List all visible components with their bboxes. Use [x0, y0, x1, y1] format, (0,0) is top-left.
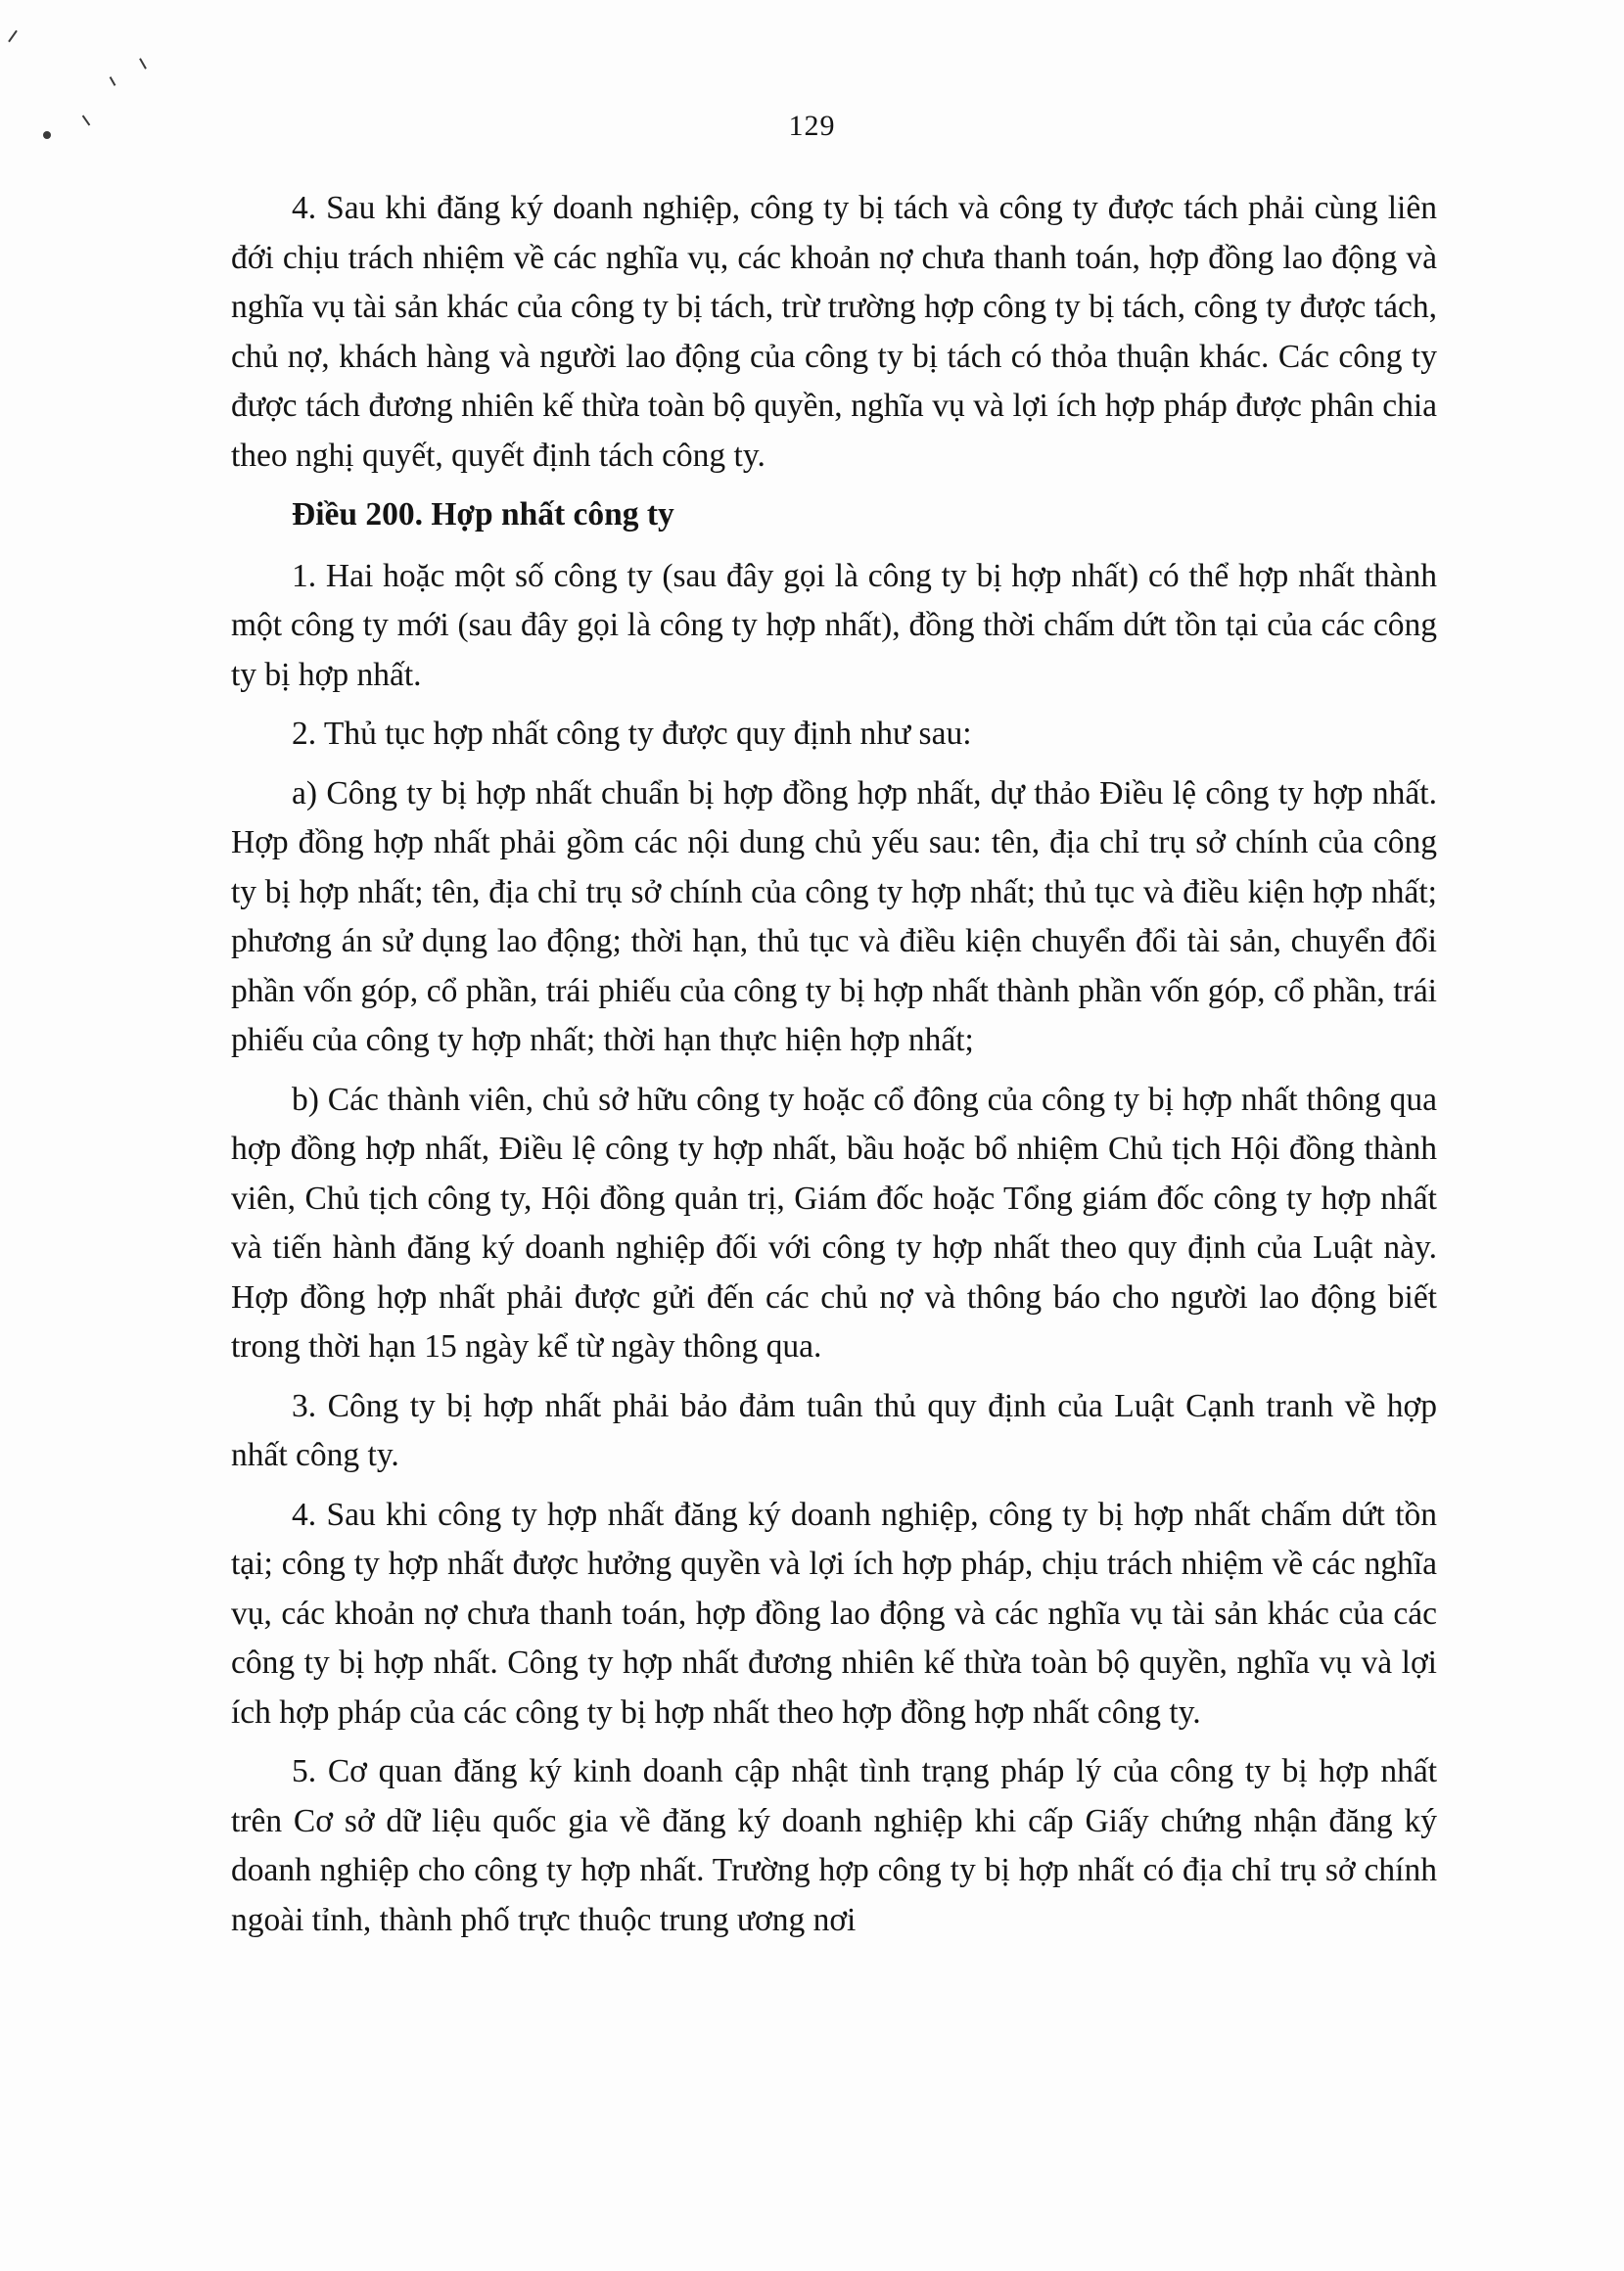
page-number: 129 — [788, 110, 836, 142]
scan-mark — [8, 30, 18, 43]
paragraph-point-b: b) Các thành viên, chủ sở hữu công ty hoặc cổ đông của công ty bị hợp nhất thông qua hợp đồng hợp nhất, Điều lệ công ty hợp nhất, bầu hoặc bổ nhiệm Chủ tịch Hội đồng thành viên, Chủ tịch công ty, Hội đồng quản trị, Giám đốc hoặc Tổng giám đốc công ty hợp nhất và tiến hành đăng ký doanh nghiệp đối với công ty hợp nhất theo quy định của Luật này. Hợp đồng hợp nhất phải được gửi đến các chủ nợ và thông báo cho người lao động biết trong thời hạn 15 ngày kể từ ngày thông qua. — [231, 1081, 1437, 1365]
paragraph-clause-5: 5. Cơ quan đăng ký kinh doanh cập nhật tình trạng pháp lý của công ty bị hợp nhất trên Cơ sở dữ liệu quốc gia về đăng ký doanh nghiệp khi cấp Giấy chứng nhận đăng ký doanh nghiệp cho công ty hợp nhất. Trường hợp công ty bị hợp nhất có địa chỉ trụ sở chính ngoài tỉnh, thành phố trực thuộc trung ương nơi — [231, 1753, 1437, 1938]
paragraph-clause-4: 4. Sau khi công ty hợp nhất đăng ký doanh nghiệp, công ty bị hợp nhất chấm dứt tồn tại; công ty hợp nhất được hưởng quyền và lợi ích hợp pháp, chịu trách nhiệm về các nghĩa vụ, các khoản nợ chưa thanh toán, hợp đồng lao động và các nghĩa vụ tài sản khác của các công ty bị hợp nhất. Công ty hợp nhất đương nhiên kế thừa toàn bộ quyền, nghĩa vụ và lợi ích hợp pháp của các công ty bị hợp nhất theo hợp đồng hợp nhất công ty. — [231, 1496, 1437, 1731]
article-heading: Điều 200. Hợp nhất công ty — [292, 496, 674, 533]
paragraph-clause-3: 3. Công ty bị hợp nhất phải bảo đảm tuân thủ quy định của Luật Cạnh tranh về hợp nhất công ty. — [231, 1387, 1437, 1473]
paragraph-clause-1: 1. Hai hoặc một số công ty (sau đây gọi là công ty bị hợp nhất) có thể hợp nhất thành một công ty mới (sau đây gọi là công ty hợp nhất), đồng thời chấm dứt tồn tại của các công ty bị hợp nhất. — [231, 557, 1437, 693]
paragraph-point-a: a) Công ty bị hợp nhất chuẩn bị hợp đồng hợp nhất, dự thảo Điều lệ công ty hợp nhất. Hợp đồng hợp nhất phải gồm các nội dung chủ yếu sau: tên, địa chỉ trụ sở chính của công ty bị hợp nhất; tên, địa chỉ trụ sở chính của công ty hợp nhất; thủ tục và điều kiện hợp nhất; phương án sử dụng lao động; thời hạn, thủ tục và điều kiện chuyển đổi tài sản, chuyển đổi phần vốn góp, cổ phần, trái phiếu của công ty bị hợp nhất thành phần vốn góp, cổ phần, trái phiếu của công ty hợp nhất; thời hạn thực hiện hợp nhất; — [231, 774, 1437, 1058]
document-body — [231, 184, 1437, 1955]
scan-mark — [110, 76, 116, 86]
scan-mark — [139, 58, 147, 69]
paragraph-clause-4-split: 4. Sau khi đăng ký doanh nghiệp, công ty bị tách và công ty được tách phải cùng liên đới chịu trách nhiệm về các nghĩa vụ, các khoản nợ chưa thanh toán, hợp đồng lao động và nghĩa vụ tài sản khác của công ty bị tách, trừ trường hợp công ty bị tách, công ty được tách, chủ nợ, khách hàng và người lao động của công ty bị tách có thỏa thuận khác. Các công ty được tách đương nhiên kế thừa toàn bộ quyền, nghĩa vụ và lợi ích hợp pháp được phân chia theo nghị quyết, quyết định tách công ty. — [231, 190, 1437, 474]
paragraph-clause-2: 2. Thủ tục hợp nhất công ty được quy định như sau: — [292, 716, 972, 752]
